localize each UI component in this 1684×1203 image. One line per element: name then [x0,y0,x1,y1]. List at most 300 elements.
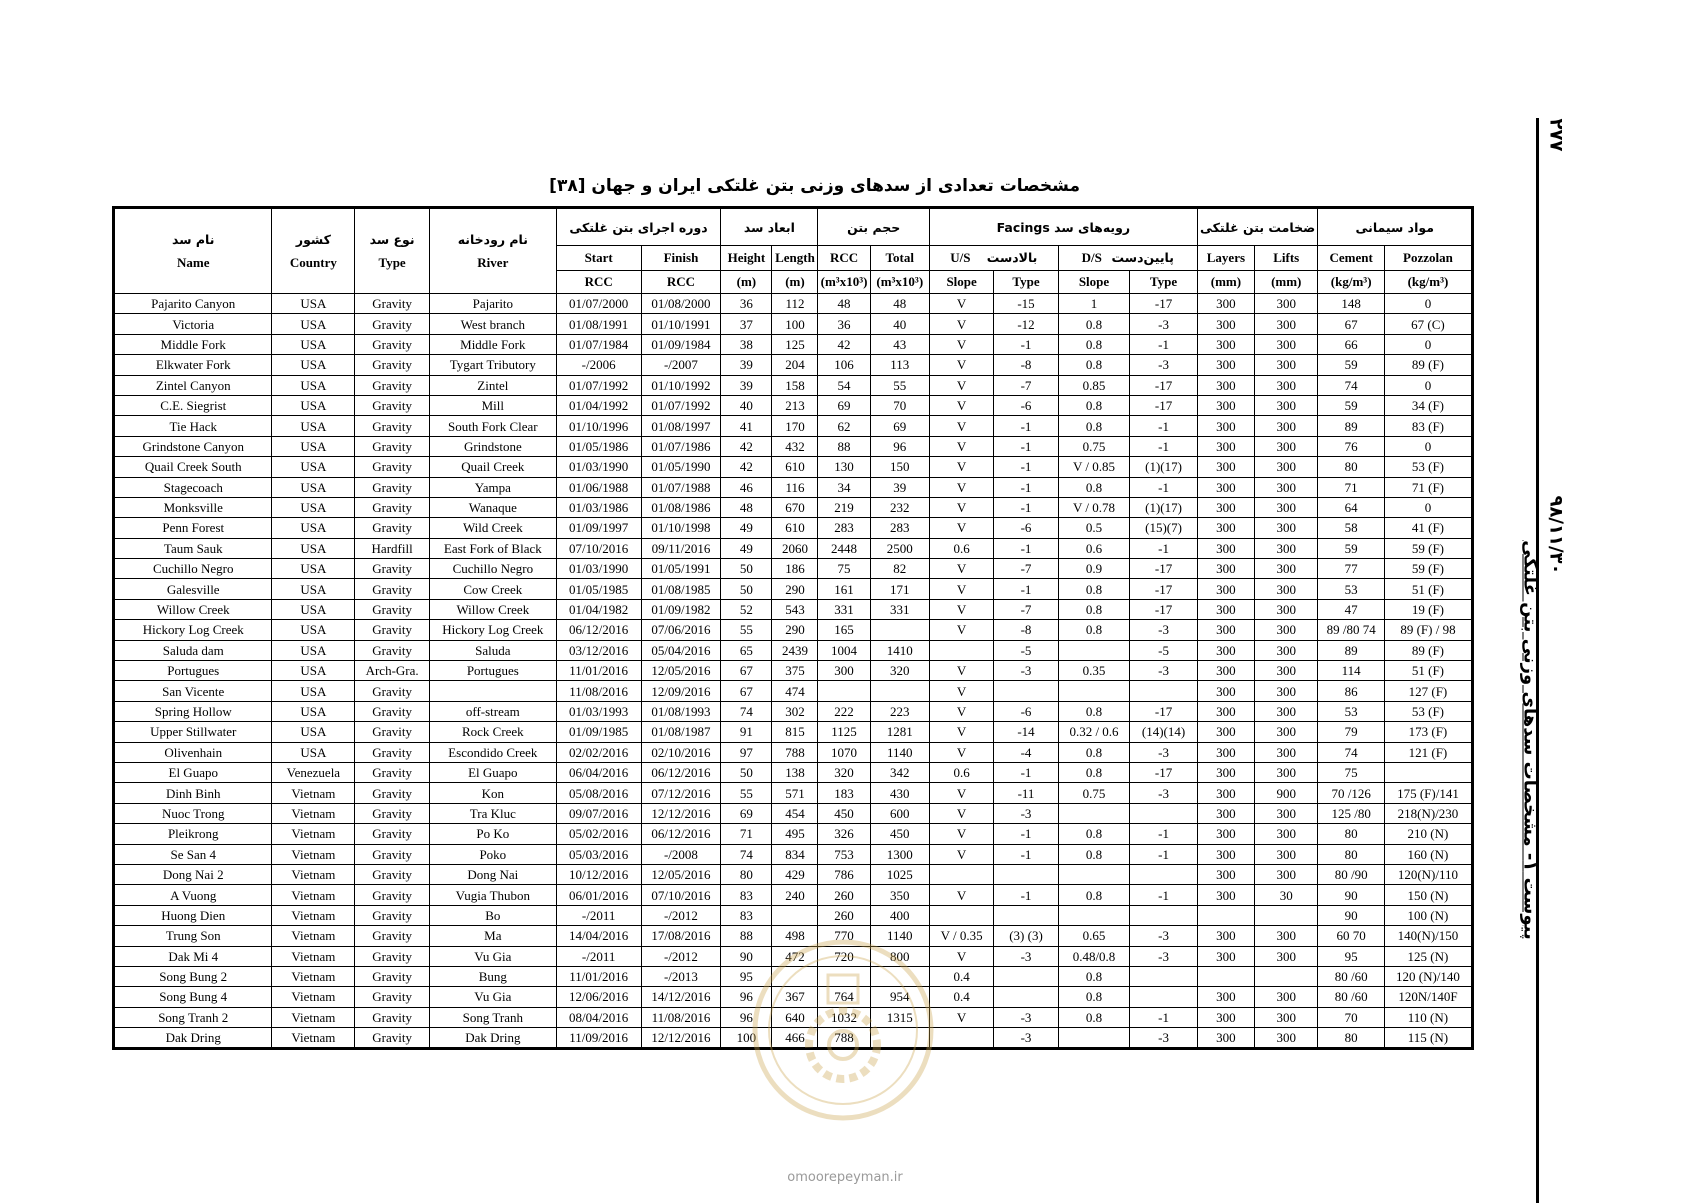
cell-height: 50 [721,559,772,579]
cell-country: Vietnam [272,946,355,966]
cell-us-slope: V [929,375,993,395]
cell-ds-type: -3 [1130,355,1198,375]
cell-ds-slope: 0.8 [1058,355,1130,375]
cell-river: Grindstone [429,436,556,456]
cell-country: Vietnam [272,987,355,1007]
cell-country: Vietnam [272,1007,355,1027]
cell-lifts: 300 [1255,640,1318,660]
cell-lifts: 300 [1255,620,1318,640]
cell-total: 342 [870,762,929,782]
cell-lifts: 300 [1255,395,1318,415]
cell-us-type: -7 [994,375,1058,395]
cell-start: 14/04/2016 [556,926,641,946]
cell-type: Gravity [355,681,430,701]
cell-cement: 75 [1318,762,1384,782]
cell-ds-slope [1058,1028,1130,1049]
header-volume: حجم بتن [818,208,929,246]
cell-finish: 01/08/1993 [641,701,721,721]
cell-lifts: 300 [1255,497,1318,517]
cell-ds-type: -17 [1130,559,1198,579]
cell-total: 43 [870,334,929,354]
cell-name: Nuoc Trong [114,803,272,823]
cell-total: 400 [870,905,929,925]
cell-pozzolan: 140(N)/150 [1384,926,1472,946]
cell-lifts: 300 [1255,864,1318,884]
cell-ds-slope: 0.48/0.8 [1058,946,1130,966]
cell-type: Gravity [355,640,430,660]
cell-start: 06/12/2016 [556,620,641,640]
cell-layers: 300 [1197,477,1254,497]
header-name-fa: نام سد [172,231,215,247]
cell-lifts: 300 [1255,844,1318,864]
cell-pozzolan: 59 (F) [1384,538,1472,558]
header-cementitious: مواد سیمانی [1318,208,1473,246]
table-row [114,579,1473,599]
cell-start: 07/10/2016 [556,538,641,558]
cell-layers: 300 [1197,620,1254,640]
cell-lifts: 300 [1255,1028,1318,1049]
cell-lifts: 300 [1255,559,1318,579]
cell-cement: 59 [1318,395,1384,415]
cell-us-slope: V [929,457,993,477]
cell-layers: 300 [1197,436,1254,456]
cell-layers: 300 [1197,885,1254,905]
cell-cement: 89 [1318,416,1384,436]
cell-us-type: -1 [994,416,1058,436]
cell-us-type: -1 [994,824,1058,844]
cell-us-type: -1 [994,334,1058,354]
cell-ds-type: -3 [1130,946,1198,966]
cell-us-slope [929,905,993,925]
header-period: دوره اجرای بتن غلتکی [556,208,721,246]
cell-finish: 01/05/1991 [641,559,721,579]
cell-finish: 01/09/1982 [641,599,721,619]
cell-total [870,620,929,640]
cell-height: 48 [721,497,772,517]
cell-us-type: -15 [994,294,1058,314]
cell-us-type: -1 [994,497,1058,517]
header-type [355,208,430,294]
cell-length [772,905,818,925]
cell-ds-slope: 0.8 [1058,885,1130,905]
table-row [114,824,1473,844]
cell-total: 55 [870,375,929,395]
cell-total: 2500 [870,538,929,558]
cell-length: 454 [772,803,818,823]
cell-ds-type [1130,966,1198,986]
cell-pozzolan: 210 (N) [1384,824,1472,844]
cell-lifts: 900 [1255,783,1318,803]
cell-rcc: 1032 [818,1007,870,1027]
cell-ds-type [1130,864,1198,884]
cell-river: Wanaque [429,497,556,517]
cell-rcc: 88 [818,436,870,456]
cell-river: Vu Gia [429,946,556,966]
cell-name: Taum Sauk [114,538,272,558]
cell-start: 01/09/1997 [556,518,641,538]
cell-start: 01/03/1990 [556,559,641,579]
unit-us-type: Type [994,271,1058,294]
cell-length: 125 [772,334,818,354]
cell-us-slope: V [929,497,993,517]
cell-lifts [1255,905,1318,925]
cell-finish: 07/06/2016 [641,620,721,640]
cell-lifts: 300 [1255,661,1318,681]
cell-finish: 06/12/2016 [641,824,721,844]
cell-layers: 300 [1197,559,1254,579]
unit-lifts: (mm) [1255,271,1318,294]
cell-ds-type: -3 [1130,620,1198,640]
table-row [114,844,1473,864]
cell-ds-slope: 0.8 [1058,579,1130,599]
cell-rcc: 764 [818,987,870,1007]
cell-layers: 300 [1197,579,1254,599]
cell-country: USA [272,477,355,497]
cell-finish: 02/10/2016 [641,742,721,762]
cell-us-slope: V [929,701,993,721]
cell-lifts: 300 [1255,538,1318,558]
cell-name: Song Tranh 2 [114,1007,272,1027]
cell-cement: 80 [1318,1028,1384,1049]
cell-type: Gravity [355,905,430,925]
cell-pozzolan: 173 (F) [1384,722,1472,742]
cell-us-slope: 0.6 [929,762,993,782]
cell-length: 116 [772,477,818,497]
dams-table-container [112,206,1474,1050]
cell-ds-type: -1 [1130,334,1198,354]
cell-pozzolan: 100 (N) [1384,905,1472,925]
cell-finish: 07/12/2016 [641,783,721,803]
cell-start: -/2011 [556,905,641,925]
cell-length: 138 [772,762,818,782]
cell-length: 290 [772,579,818,599]
cell-layers: 300 [1197,294,1254,314]
cell-total: 1315 [870,1007,929,1027]
cell-us-type: -7 [994,559,1058,579]
cell-length: 158 [772,375,818,395]
cell-length: 571 [772,783,818,803]
cell-name: Hickory Log Creek [114,620,272,640]
cell-river: Mill [429,395,556,415]
cell-ds-type: -1 [1130,1007,1198,1027]
cell-lifts: 300 [1255,416,1318,436]
cell-river: Vugia Thubon [429,885,556,905]
cell-ds-slope: 1 [1058,294,1130,314]
table-row [114,477,1473,497]
cell-ds-slope [1058,864,1130,884]
cell-river: Yampa [429,477,556,497]
header-pozzolan: Pozzolan [1384,246,1472,271]
cell-lifts: 300 [1255,314,1318,334]
cell-layers: 300 [1197,661,1254,681]
cell-us-type: -12 [994,314,1058,334]
cell-height: 50 [721,579,772,599]
cell-length: 495 [772,824,818,844]
dams-table [112,206,1474,1050]
cell-name: C.E. Siegrist [114,395,272,415]
cell-height: 42 [721,457,772,477]
cell-total: 1300 [870,844,929,864]
cell-country: USA [272,294,355,314]
cell-country: Vietnam [272,966,355,986]
cell-us-slope: V [929,294,993,314]
cell-lifts: 300 [1255,742,1318,762]
cell-us-slope: V [929,783,993,803]
cell-length: 640 [772,1007,818,1027]
cell-type: Gravity [355,334,430,354]
cell-layers [1197,905,1254,925]
cell-name: Galesville [114,579,272,599]
table-row [114,885,1473,905]
cell-us-type [994,905,1058,925]
cell-height: 74 [721,844,772,864]
cell-layers: 300 [1197,803,1254,823]
cell-length: 213 [772,395,818,415]
cell-type: Gravity [355,579,430,599]
cell-total: 450 [870,824,929,844]
cell-total: 1281 [870,722,929,742]
cell-height: 100 [721,1028,772,1049]
unit-height: (m) [721,271,772,294]
cell-ds-type: (1)(17) [1130,457,1198,477]
cell-type: Gravity [355,620,430,640]
cell-lifts: 300 [1255,987,1318,1007]
cell-cement: 70 [1318,1007,1384,1027]
cell-pozzolan: 83 (F) [1384,416,1472,436]
cell-cement: 90 [1318,885,1384,905]
unit-cement: (kg/m³) [1318,271,1384,294]
cell-cement: 76 [1318,436,1384,456]
cell-finish: 01/08/1997 [641,416,721,436]
table-row [114,538,1473,558]
side-date: ۹۸/۱۱/۳۰ [1545,495,1567,575]
cell-start: 01/07/1992 [556,375,641,395]
header-layers: Layers [1197,246,1254,271]
cell-ds-slope: 0.9 [1058,559,1130,579]
cell-type: Gravity [355,885,430,905]
cell-country: USA [272,314,355,334]
cell-length: 204 [772,355,818,375]
cell-us-type: -11 [994,783,1058,803]
cell-river [429,681,556,701]
cell-cement: 70 /126 [1318,783,1384,803]
cell-ds-type: -1 [1130,824,1198,844]
cell-name: Huong Dien [114,905,272,925]
cell-start: 02/02/2016 [556,742,641,762]
cell-us-type: -4 [994,742,1058,762]
table-row [114,334,1473,354]
cell-height: 42 [721,436,772,456]
cell-ds-slope [1058,681,1130,701]
cell-us-slope: V [929,885,993,905]
cell-type: Gravity [355,1007,430,1027]
cell-pozzolan: 0 [1384,334,1472,354]
cell-us-type: -3 [994,661,1058,681]
cell-us-type: -14 [994,722,1058,742]
cell-layers: 300 [1197,946,1254,966]
cell-finish: 01/08/1985 [641,579,721,599]
cell-ds-slope: 0.8 [1058,477,1130,497]
cell-name: Zintel Canyon [114,375,272,395]
table-row [114,375,1473,395]
cell-total: 1410 [870,640,929,660]
cell-length: 170 [772,416,818,436]
cell-cement: 77 [1318,559,1384,579]
cell-river: Portugues [429,661,556,681]
cell-country: USA [272,559,355,579]
cell-rcc: 450 [818,803,870,823]
cell-us-slope [929,864,993,884]
cell-river: Bo [429,905,556,925]
cell-start: 08/04/2016 [556,1007,641,1027]
cell-country: USA [272,661,355,681]
cell-height: 39 [721,375,772,395]
cell-rcc: 1125 [818,722,870,742]
cell-cement: 74 [1318,742,1384,762]
header-river-en: River [477,254,509,270]
cell-finish: 01/09/1984 [641,334,721,354]
cell-ds-type: (1)(17) [1130,497,1198,517]
cell-pozzolan: 89 (F) [1384,640,1472,660]
header-thickness: ضخامت بتن غلتکی [1197,208,1318,246]
cell-pozzolan: 110 (N) [1384,1007,1472,1027]
cell-total: 1140 [870,742,929,762]
cell-pozzolan: 34 (F) [1384,395,1472,415]
cell-lifts: 300 [1255,294,1318,314]
cell-ds-slope: 0.8 [1058,966,1130,986]
cell-total: 171 [870,579,929,599]
cell-pozzolan: 19 (F) [1384,599,1472,619]
cell-start: 11/01/2016 [556,661,641,681]
cell-total: 150 [870,457,929,477]
cell-us-slope: V [929,416,993,436]
cell-cement: 80 [1318,457,1384,477]
cell-start: 12/06/2016 [556,987,641,1007]
table-row [114,640,1473,660]
cell-us-type: -6 [994,395,1058,415]
cell-height: 83 [721,885,772,905]
cell-river: off-stream [429,701,556,721]
cell-start: 01/03/1986 [556,497,641,517]
cell-name: Grindstone Canyon [114,436,272,456]
cell-us-slope: 0.4 [929,987,993,1007]
cell-cement: 86 [1318,681,1384,701]
cell-finish: 12/09/2016 [641,681,721,701]
cell-us-type: -1 [994,844,1058,864]
cell-name: Song Bung 4 [114,987,272,1007]
cell-length: 2060 [772,538,818,558]
cell-river: Poko [429,844,556,864]
header-upstream [929,246,1058,271]
cell-start: 01/03/1990 [556,457,641,477]
cell-ds-slope: 0.8 [1058,314,1130,334]
cell-country: USA [272,395,355,415]
cell-type: Gravity [355,497,430,517]
cell-type: Gravity [355,966,430,986]
cell-country: USA [272,416,355,436]
cell-finish: 09/11/2016 [641,538,721,558]
cell-length: 112 [772,294,818,314]
cell-ds-slope: 0.8 [1058,620,1130,640]
cell-total: 800 [870,946,929,966]
cell-length: 367 [772,987,818,1007]
cell-cement: 59 [1318,538,1384,558]
cell-ds-type: -3 [1130,1028,1198,1049]
cell-us-slope: V [929,681,993,701]
cell-rcc: 786 [818,864,870,884]
watermark-site: omoorepeyman.ir [787,1170,903,1185]
cell-start: 11/08/2016 [556,681,641,701]
cell-name: San Vicente [114,681,272,701]
cell-river: Tygart Tributory [429,355,556,375]
cell-ds-slope: 0.8 [1058,1007,1130,1027]
cell-pozzolan: 71 (F) [1384,477,1472,497]
cell-height: 95 [721,966,772,986]
cell-layers: 300 [1197,457,1254,477]
cell-cement: 64 [1318,497,1384,517]
cell-lifts: 300 [1255,1007,1318,1027]
cell-type: Gravity [355,599,430,619]
cell-ds-slope: 0.8 [1058,987,1130,1007]
cell-pozzolan: 51 (F) [1384,579,1472,599]
cell-us-slope: V [929,620,993,640]
cell-start: 01/08/1991 [556,314,641,334]
cell-finish: 05/04/2016 [641,640,721,660]
cell-country: Vietnam [272,926,355,946]
cell-finish: 06/12/2016 [641,762,721,782]
cell-type: Gravity [355,946,430,966]
cell-us-slope: V [929,314,993,334]
cell-cement: 66 [1318,334,1384,354]
cell-lifts: 300 [1255,334,1318,354]
cell-country: USA [272,436,355,456]
cell-length: 788 [772,742,818,762]
cell-layers: 300 [1197,742,1254,762]
cell-height: 49 [721,538,772,558]
cell-us-slope: V [929,824,993,844]
cell-length: 610 [772,518,818,538]
cell-start: 03/12/2016 [556,640,641,660]
table-row [114,762,1473,782]
cell-length: 290 [772,620,818,640]
cell-name: Pajarito Canyon [114,294,272,314]
header-name [114,208,272,294]
cell-ds-type: -17 [1130,599,1198,619]
table-row [114,518,1473,538]
cell-us-type [994,966,1058,986]
cell-us-type: -8 [994,355,1058,375]
cell-us-type: -1 [994,762,1058,782]
cell-height: 52 [721,599,772,619]
header-facings: رویه‌های سد Facings [929,208,1197,246]
cell-lifts: 300 [1255,518,1318,538]
cell-river: West branch [429,314,556,334]
cell-river: Escondido Creek [429,742,556,762]
cell-type: Gravity [355,294,430,314]
cell-cement: 47 [1318,599,1384,619]
cell-height: 40 [721,395,772,415]
side-caption: پیوست ۱- مشخصات سدهای وزنی بتن غلتکی [1519,540,1541,940]
cell-name: Dong Nai 2 [114,864,272,884]
cell-pozzolan: 89 (F) [1384,355,1472,375]
cell-name: Willow Creek [114,599,272,619]
cell-ds-type [1130,905,1198,925]
header-type-fa: نوع سد [369,231,415,247]
cell-name: Se San 4 [114,844,272,864]
cell-cement: 114 [1318,661,1384,681]
cell-us-type: (3) (3) [994,926,1058,946]
cell-ds-slope: 0.8 [1058,742,1130,762]
